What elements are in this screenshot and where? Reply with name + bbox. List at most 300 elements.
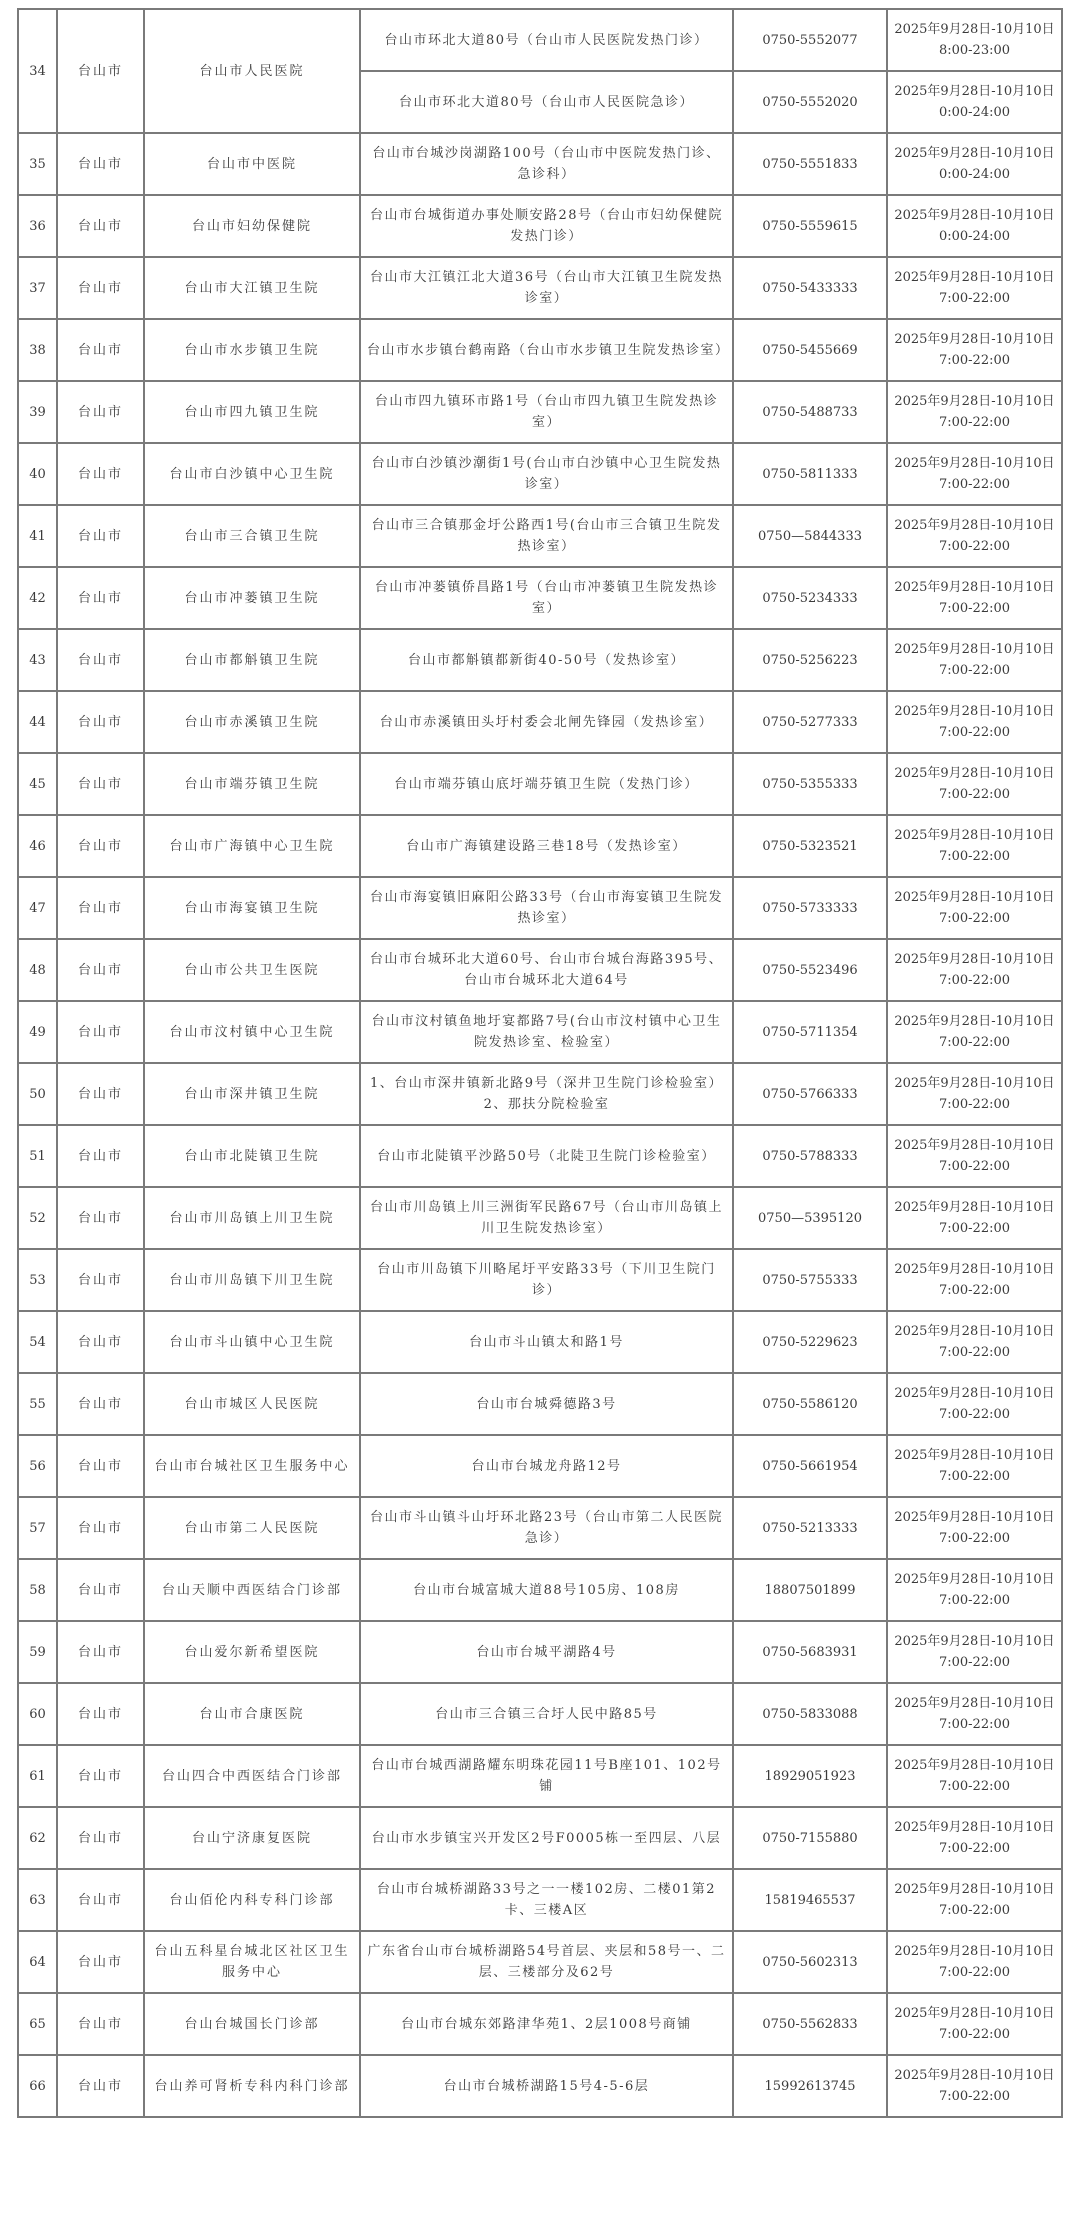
- phone-cell: 0750-5323521: [733, 815, 887, 877]
- city-cell: 台山市: [57, 319, 144, 381]
- table-row: [18, 257, 1062, 319]
- phone-cell: 0750-5683931: [733, 1621, 887, 1683]
- service-hours: 7:00-22:00: [938, 2089, 1011, 2104]
- institution-name-cell: 台山市三合镇卫生院: [144, 505, 360, 567]
- service-date-range: 2025年9月28日-10月10日: [894, 828, 1055, 843]
- service-hours: 7:00-22:00: [938, 1345, 1011, 1360]
- phone-cell: 0750-5488733: [733, 381, 887, 443]
- service-date-range: 2025年9月28日-10月10日: [894, 2006, 1055, 2021]
- row-number-cell: 49: [18, 1001, 57, 1063]
- phone-cell: 0750-5523496: [733, 939, 887, 1001]
- phone-cell: 0750-5256223: [733, 629, 887, 691]
- service-date-range: 2025年9月28日-10月10日: [894, 1324, 1055, 1339]
- service-date-range: 2025年9月28日-10月10日: [894, 1386, 1055, 1401]
- service-date-range: 2025年9月28日-10月10日: [894, 890, 1055, 905]
- service-hours: 0:00-24:00: [938, 229, 1011, 244]
- phone-cell: 0750-5229623: [733, 1311, 887, 1373]
- row-number-cell: 43: [18, 629, 57, 691]
- phone-cell: 0750-5277333: [733, 691, 887, 753]
- service-time-cell: [887, 257, 1062, 319]
- address-cell: 台山市环北大道80号（台山市人民医院急诊）: [360, 71, 733, 133]
- address-cell: 台山市台城舜德路3号: [360, 1373, 733, 1435]
- institution-name-cell: 台山市赤溪镇卫生院: [144, 691, 360, 753]
- table-row: [18, 567, 1062, 629]
- city-cell: 台山市: [57, 629, 144, 691]
- address-cell: 台山市台城桥湖路33号之一一楼102房、二楼01第2卡、三楼A区: [360, 1869, 733, 1931]
- address-cell: 台山市台城东郊路津华苑1、2层1008号商铺: [360, 1993, 733, 2055]
- service-date-range: 2025年9月28日-10月10日: [894, 84, 1055, 99]
- service-date-range: 2025年9月28日-10月10日: [894, 22, 1055, 37]
- city-cell: 台山市: [57, 1001, 144, 1063]
- phone-cell: 0750-5711354: [733, 1001, 887, 1063]
- service-time-cell: [887, 939, 1062, 1001]
- service-date-range: 2025年9月28日-10月10日: [894, 1572, 1055, 1587]
- phone-cell: 0750-5455669: [733, 319, 887, 381]
- city-cell: 台山市: [57, 1869, 144, 1931]
- service-time-cell: [887, 1807, 1062, 1869]
- service-time-cell: [887, 1931, 1062, 1993]
- service-time-cell: [887, 1063, 1062, 1125]
- service-date-range: 2025年9月28日-10月10日: [894, 1014, 1055, 1029]
- city-cell: 台山市: [57, 877, 144, 939]
- table-row: [18, 1063, 1062, 1125]
- institution-name-cell: 台山市台城社区卫生服务中心: [144, 1435, 360, 1497]
- phone-cell: 0750—5395120: [733, 1187, 887, 1249]
- service-date-range: 2025年9月28日-10月10日: [894, 1510, 1055, 1525]
- institution-name-cell: 台山市海宴镇卫生院: [144, 877, 360, 939]
- institution-name-cell: 台山市汶村镇中心卫生院: [144, 1001, 360, 1063]
- phone-cell: 15992613745: [733, 2055, 887, 2117]
- address-cell: 台山市四九镇环市路1号（台山市四九镇卫生院发热诊室）: [360, 381, 733, 443]
- service-hours: 7:00-22:00: [938, 725, 1011, 740]
- service-time-cell: [887, 1683, 1062, 1745]
- table-row: [18, 939, 1062, 1001]
- service-time-cell: [887, 195, 1062, 257]
- service-hours: 0:00-24:00: [938, 167, 1011, 182]
- city-cell: 台山市: [57, 1683, 144, 1745]
- row-number-cell: 44: [18, 691, 57, 753]
- row-number-cell: 35: [18, 133, 57, 195]
- row-number-cell: 62: [18, 1807, 57, 1869]
- institution-name-cell: 台山市川岛镇上川卫生院: [144, 1187, 360, 1249]
- institution-name-cell: 台山爱尔新希望医院: [144, 1621, 360, 1683]
- city-cell: 台山市: [57, 815, 144, 877]
- row-number-cell: 45: [18, 753, 57, 815]
- city-cell: 台山市: [57, 1621, 144, 1683]
- city-cell: 台山市: [57, 1249, 144, 1311]
- institution-name-cell: 台山市中医院: [144, 133, 360, 195]
- row-number-cell: 52: [18, 1187, 57, 1249]
- row-number-cell: 37: [18, 257, 57, 319]
- institution-name-cell: 台山市城区人民医院: [144, 1373, 360, 1435]
- service-date-range: 2025年9月28日-10月10日: [894, 1944, 1055, 1959]
- service-hours: 7:00-22:00: [938, 353, 1011, 368]
- phone-cell: 0750-5788333: [733, 1125, 887, 1187]
- service-time-cell: [887, 1373, 1062, 1435]
- service-hours: 7:00-22:00: [938, 1159, 1011, 1174]
- service-hours: 7:00-22:00: [938, 1531, 1011, 1546]
- table-row: [18, 381, 1062, 443]
- institution-name-cell: 台山天顺中西医结合门诊部: [144, 1559, 360, 1621]
- table-row: [18, 9, 1062, 71]
- address-cell: 台山市川岛镇下川略尾圩平安路33号（下川卫生院门诊）: [360, 1249, 733, 1311]
- address-cell: 台山市台城环北大道60号、台山市台城台海路395号、台山市台城环北大道64号: [360, 939, 733, 1001]
- service-date-range: 2025年9月28日-10月10日: [894, 208, 1055, 223]
- service-date-range: 2025年9月28日-10月10日: [894, 952, 1055, 967]
- city-cell: 台山市: [57, 1745, 144, 1807]
- service-hours: 7:00-22:00: [938, 1779, 1011, 1794]
- phone-cell: 0750—5844333: [733, 505, 887, 567]
- service-time-cell: [887, 9, 1062, 71]
- city-cell: 台山市: [57, 1993, 144, 2055]
- institution-name-cell: 台山宁济康复医院: [144, 1807, 360, 1869]
- city-cell: 台山市: [57, 1931, 144, 1993]
- institution-name-cell: 台山五科星台城北区社区卫生服务中心: [144, 1931, 360, 1993]
- clinic-table-body: [18, 9, 1062, 2117]
- phone-cell: 0750-5559615: [733, 195, 887, 257]
- institution-name-cell: 台山佰伦内科专科门诊部: [144, 1869, 360, 1931]
- table-row: [18, 753, 1062, 815]
- phone-cell: 0750-5811333: [733, 443, 887, 505]
- service-hours: 7:00-22:00: [938, 1965, 1011, 1980]
- service-hours: 7:00-22:00: [938, 973, 1011, 988]
- city-cell: 台山市: [57, 1373, 144, 1435]
- phone-cell: 0750-5586120: [733, 1373, 887, 1435]
- service-date-range: 2025年9月28日-10月10日: [894, 1820, 1055, 1835]
- service-date-range: 2025年9月28日-10月10日: [894, 1882, 1055, 1897]
- city-cell: 台山市: [57, 505, 144, 567]
- address-cell: 台山市汶村镇鱼地圩宴都路7号(台山市汶村镇中心卫生院发热诊室、检验室）: [360, 1001, 733, 1063]
- phone-cell: 0750-5562833: [733, 1993, 887, 2055]
- table-row: [18, 1807, 1062, 1869]
- service-time-cell: [887, 1621, 1062, 1683]
- table-row: [18, 443, 1062, 505]
- row-number-cell: 51: [18, 1125, 57, 1187]
- phone-cell: 0750-5355333: [733, 753, 887, 815]
- row-number-cell: 40: [18, 443, 57, 505]
- table-row: [18, 629, 1062, 691]
- row-number-cell: 60: [18, 1683, 57, 1745]
- service-hours: 7:00-22:00: [938, 1035, 1011, 1050]
- table-row: [18, 877, 1062, 939]
- table-row: [18, 1559, 1062, 1621]
- service-date-range: 2025年9月28日-10月10日: [894, 1696, 1055, 1711]
- service-hours: 7:00-22:00: [938, 663, 1011, 678]
- city-cell: 台山市: [57, 381, 144, 443]
- institution-name-cell: 台山市端芬镇卫生院: [144, 753, 360, 815]
- address-cell: 台山市都斛镇都新街40-50号（发热诊室）: [360, 629, 733, 691]
- city-cell: 台山市: [57, 195, 144, 257]
- service-date-range: 2025年9月28日-10月10日: [894, 1200, 1055, 1215]
- service-date-range: 2025年9月28日-10月10日: [894, 456, 1055, 471]
- institution-name-cell: 台山市合康医院: [144, 1683, 360, 1745]
- row-number-cell: 55: [18, 1373, 57, 1435]
- address-cell: 台山市斗山镇太和路1号: [360, 1311, 733, 1373]
- table-row: [18, 505, 1062, 567]
- phone-cell: 0750-5552020: [733, 71, 887, 133]
- service-hours: 7:00-22:00: [938, 1593, 1011, 1608]
- city-cell: 台山市: [57, 1559, 144, 1621]
- phone-cell: 15819465537: [733, 1869, 887, 1931]
- city-cell: 台山市: [57, 1125, 144, 1187]
- service-hours: 7:00-22:00: [938, 1407, 1011, 1422]
- service-time-cell: [887, 691, 1062, 753]
- service-date-range: 2025年9月28日-10月10日: [894, 1262, 1055, 1277]
- row-number-cell: 47: [18, 877, 57, 939]
- address-cell: 1、台山市深井镇新北路9号（深井卫生院门诊检验室）2、那扶分院检验室: [360, 1063, 733, 1125]
- service-hours: 7:00-22:00: [938, 911, 1011, 926]
- phone-cell: 18807501899: [733, 1559, 887, 1621]
- service-hours: 7:00-22:00: [938, 1469, 1011, 1484]
- city-cell: 台山市: [57, 133, 144, 195]
- service-time-cell: [887, 2055, 1062, 2117]
- address-cell: 台山市赤溪镇田头圩村委会北闸先锋园（发热诊室）: [360, 691, 733, 753]
- row-number-cell: 53: [18, 1249, 57, 1311]
- address-cell: 台山市三合镇三合圩人民中路85号: [360, 1683, 733, 1745]
- table-row: [18, 815, 1062, 877]
- table-row: [18, 319, 1062, 381]
- service-time-cell: [887, 319, 1062, 381]
- service-date-range: 2025年9月28日-10月10日: [894, 1138, 1055, 1153]
- city-cell: 台山市: [57, 1063, 144, 1125]
- row-number-cell: 54: [18, 1311, 57, 1373]
- service-hours: 7:00-22:00: [938, 1283, 1011, 1298]
- address-cell: 台山市三合镇那金圩公路西1号(台山市三合镇卫生院发热诊室）: [360, 505, 733, 567]
- institution-name-cell: 台山市第二人民医院: [144, 1497, 360, 1559]
- city-cell: 台山市: [57, 567, 144, 629]
- service-hours: 7:00-22:00: [938, 601, 1011, 616]
- table-row: [18, 691, 1062, 753]
- row-number-cell: 56: [18, 1435, 57, 1497]
- service-time-cell: [887, 1869, 1062, 1931]
- address-cell: 台山市台城富城大道88号105房、108房: [360, 1559, 733, 1621]
- service-date-range: 2025年9月28日-10月10日: [894, 332, 1055, 347]
- service-date-range: 2025年9月28日-10月10日: [894, 2068, 1055, 2083]
- city-cell: 台山市: [57, 939, 144, 1001]
- service-time-cell: [887, 1745, 1062, 1807]
- service-date-range: 2025年9月28日-10月10日: [894, 394, 1055, 409]
- institution-name-cell: 台山养可肾析专科内科门诊部: [144, 2055, 360, 2117]
- table-row: [18, 1621, 1062, 1683]
- phone-cell: 0750-5213333: [733, 1497, 887, 1559]
- table-row: [18, 1869, 1062, 1931]
- institution-name-cell: 台山市四九镇卫生院: [144, 381, 360, 443]
- address-cell: 台山市北陡镇平沙路50号（北陡卫生院门诊检验室）: [360, 1125, 733, 1187]
- service-time-cell: [887, 1993, 1062, 2055]
- row-number-cell: 41: [18, 505, 57, 567]
- service-date-range: 2025年9月28日-10月10日: [894, 1076, 1055, 1091]
- phone-cell: 0750-5755333: [733, 1249, 887, 1311]
- service-hours: 7:00-22:00: [938, 539, 1011, 554]
- institution-name-cell: 台山台城国长门诊部: [144, 1993, 360, 2055]
- service-hours: 7:00-22:00: [938, 291, 1011, 306]
- service-hours: 7:00-22:00: [938, 1903, 1011, 1918]
- city-cell: 台山市: [57, 443, 144, 505]
- table-row: [18, 1001, 1062, 1063]
- table-row: [18, 1497, 1062, 1559]
- address-cell: 台山市台城西湖路耀东明珠花园11号B座101、102号铺: [360, 1745, 733, 1807]
- address-cell: 台山市海宴镇旧麻阳公路33号（台山市海宴镇卫生院发热诊室）: [360, 877, 733, 939]
- row-number-cell: 48: [18, 939, 57, 1001]
- table-row: [18, 1249, 1062, 1311]
- service-time-cell: [887, 877, 1062, 939]
- row-number-cell: 65: [18, 1993, 57, 2055]
- row-number-cell: 38: [18, 319, 57, 381]
- service-time-cell: [887, 1249, 1062, 1311]
- institution-name-cell: 台山市水步镇卫生院: [144, 319, 360, 381]
- row-number-cell: 57: [18, 1497, 57, 1559]
- service-time-cell: [887, 567, 1062, 629]
- address-cell: 台山市台城平湖路4号: [360, 1621, 733, 1683]
- service-date-range: 2025年9月28日-10月10日: [894, 1448, 1055, 1463]
- address-cell: 台山市端芬镇山底圩端芬镇卫生院（发热门诊）: [360, 753, 733, 815]
- service-date-range: 2025年9月28日-10月10日: [894, 1634, 1055, 1649]
- institution-name-cell: 台山市斗山镇中心卫生院: [144, 1311, 360, 1373]
- phone-cell: 0750-5833088: [733, 1683, 887, 1745]
- service-date-range: 2025年9月28日-10月10日: [894, 270, 1055, 285]
- row-number-cell: 59: [18, 1621, 57, 1683]
- address-cell: 台山市水步镇台鹤南路（台山市水步镇卫生院发热诊室）: [360, 319, 733, 381]
- phone-cell: 0750-5552077: [733, 9, 887, 71]
- institution-name-cell: 台山市都斛镇卫生院: [144, 629, 360, 691]
- row-number-cell: 61: [18, 1745, 57, 1807]
- row-number-cell: 50: [18, 1063, 57, 1125]
- table-row: [18, 1683, 1062, 1745]
- institution-name-cell: 台山市妇幼保健院: [144, 195, 360, 257]
- service-hours: 7:00-22:00: [938, 849, 1011, 864]
- institution-name-cell: 台山市广海镇中心卫生院: [144, 815, 360, 877]
- phone-cell: 0750-5661954: [733, 1435, 887, 1497]
- service-time-cell: [887, 505, 1062, 567]
- row-number-cell: 66: [18, 2055, 57, 2117]
- row-number-cell: 58: [18, 1559, 57, 1621]
- institution-name-cell: 台山市大江镇卫生院: [144, 257, 360, 319]
- row-number-cell: 34: [18, 9, 57, 133]
- service-hours: 7:00-22:00: [938, 415, 1011, 430]
- address-cell: 台山市广海镇建设路三巷18号（发热诊室）: [360, 815, 733, 877]
- city-cell: 台山市: [57, 1497, 144, 1559]
- row-number-cell: 36: [18, 195, 57, 257]
- service-time-cell: [887, 381, 1062, 443]
- service-hours: 7:00-22:00: [938, 787, 1011, 802]
- address-cell: 台山市冲蒌镇侨昌路1号（台山市冲蒌镇卫生院发热诊室）: [360, 567, 733, 629]
- service-time-cell: [887, 1125, 1062, 1187]
- service-time-cell: [887, 753, 1062, 815]
- institution-name-cell: 台山市公共卫生医院: [144, 939, 360, 1001]
- address-cell: 台山市斗山镇斗山圩环北路23号（台山市第二人民医院急诊）: [360, 1497, 733, 1559]
- service-hours: 0:00-24:00: [938, 105, 1011, 120]
- row-number-cell: 42: [18, 567, 57, 629]
- city-cell: 台山市: [57, 1435, 144, 1497]
- address-cell: 台山市水步镇宝兴开发区2号F0005栋一至四层、八层: [360, 1807, 733, 1869]
- table-row: [18, 1993, 1062, 2055]
- institution-name-cell: 台山市川岛镇下川卫生院: [144, 1249, 360, 1311]
- address-cell: 台山市台城街道办事处顺安路28号（台山市妇幼保健院发热门诊）: [360, 195, 733, 257]
- institution-name-cell: 台山市北陡镇卫生院: [144, 1125, 360, 1187]
- table-row: [18, 2055, 1062, 2117]
- service-hours: 7:00-22:00: [938, 477, 1011, 492]
- service-date-range: 2025年9月28日-10月10日: [894, 580, 1055, 595]
- city-cell: 台山市: [57, 753, 144, 815]
- city-cell: 台山市: [57, 1807, 144, 1869]
- phone-cell: 0750-5551833: [733, 133, 887, 195]
- phone-cell: 0750-5433333: [733, 257, 887, 319]
- phone-cell: 0750-5602313: [733, 1931, 887, 1993]
- service-hours: 8:00-23:00: [938, 43, 1011, 58]
- city-cell: 台山市: [57, 2055, 144, 2117]
- address-cell: 台山市环北大道80号（台山市人民医院发热门诊）: [360, 9, 733, 71]
- service-time-cell: [887, 815, 1062, 877]
- service-time-cell: [887, 1497, 1062, 1559]
- service-time-cell: [887, 1001, 1062, 1063]
- city-cell: 台山市: [57, 9, 144, 133]
- institution-name-cell: 台山市深井镇卫生院: [144, 1063, 360, 1125]
- service-time-cell: [887, 629, 1062, 691]
- service-date-range: 2025年9月28日-10月10日: [894, 1758, 1055, 1773]
- phone-cell: 0750-5234333: [733, 567, 887, 629]
- service-date-range: 2025年9月28日-10月10日: [894, 146, 1055, 161]
- row-number-cell: 39: [18, 381, 57, 443]
- service-date-range: 2025年9月28日-10月10日: [894, 704, 1055, 719]
- service-time-cell: [887, 1559, 1062, 1621]
- service-date-range: 2025年9月28日-10月10日: [894, 518, 1055, 533]
- service-time-cell: [887, 1311, 1062, 1373]
- address-cell: 广东省台山市台城桥湖路54号首层、夹层和58号一、二层、三楼部分及62号: [360, 1931, 733, 1993]
- row-number-cell: 63: [18, 1869, 57, 1931]
- row-number-cell: 46: [18, 815, 57, 877]
- phone-cell: 0750-7155880: [733, 1807, 887, 1869]
- city-cell: 台山市: [57, 1311, 144, 1373]
- row-number-cell: 64: [18, 1931, 57, 1993]
- phone-cell: 0750-5766333: [733, 1063, 887, 1125]
- institution-name-cell: 台山四合中西医结合门诊部: [144, 1745, 360, 1807]
- address-cell: 台山市台城龙舟路12号: [360, 1435, 733, 1497]
- table-row: [18, 1373, 1062, 1435]
- institution-name-cell: 台山市冲蒌镇卫生院: [144, 567, 360, 629]
- address-cell: 台山市台城沙岗湖路100号（台山市中医院发热门诊、急诊科）: [360, 133, 733, 195]
- service-hours: 7:00-22:00: [938, 2027, 1011, 2042]
- service-hours: 7:00-22:00: [938, 1717, 1011, 1732]
- service-date-range: 2025年9月28日-10月10日: [894, 642, 1055, 657]
- table-row: [18, 1311, 1062, 1373]
- table-row: [18, 133, 1062, 195]
- address-cell: 台山市大江镇江北大道36号（台山市大江镇卫生院发热诊室）: [360, 257, 733, 319]
- table-row: [18, 195, 1062, 257]
- service-time-cell: [887, 1187, 1062, 1249]
- city-cell: 台山市: [57, 257, 144, 319]
- service-time-cell: [887, 443, 1062, 505]
- service-hours: 7:00-22:00: [938, 1221, 1011, 1236]
- address-cell: 台山市白沙镇沙潮街1号(台山市白沙镇中心卫生院发热诊室）: [360, 443, 733, 505]
- service-date-range: 2025年9月28日-10月10日: [894, 766, 1055, 781]
- city-cell: 台山市: [57, 1187, 144, 1249]
- service-hours: 7:00-22:00: [938, 1655, 1011, 1670]
- table-row: [18, 1745, 1062, 1807]
- table-row: [18, 1125, 1062, 1187]
- city-cell: 台山市: [57, 691, 144, 753]
- service-hours: 7:00-22:00: [938, 1097, 1011, 1112]
- service-time-cell: [887, 1435, 1062, 1497]
- table-row: [18, 1931, 1062, 1993]
- phone-cell: 18929051923: [733, 1745, 887, 1807]
- phone-cell: 0750-5733333: [733, 877, 887, 939]
- institution-name-cell: 台山市白沙镇中心卫生院: [144, 443, 360, 505]
- clinic-table: [17, 8, 1063, 2118]
- institution-name-cell: 台山市人民医院: [144, 9, 360, 133]
- table-row: [18, 1187, 1062, 1249]
- address-cell: 台山市川岛镇上川三洲街军民路67号（台山市川岛镇上川卫生院发热诊室）: [360, 1187, 733, 1249]
- service-time-cell: [887, 133, 1062, 195]
